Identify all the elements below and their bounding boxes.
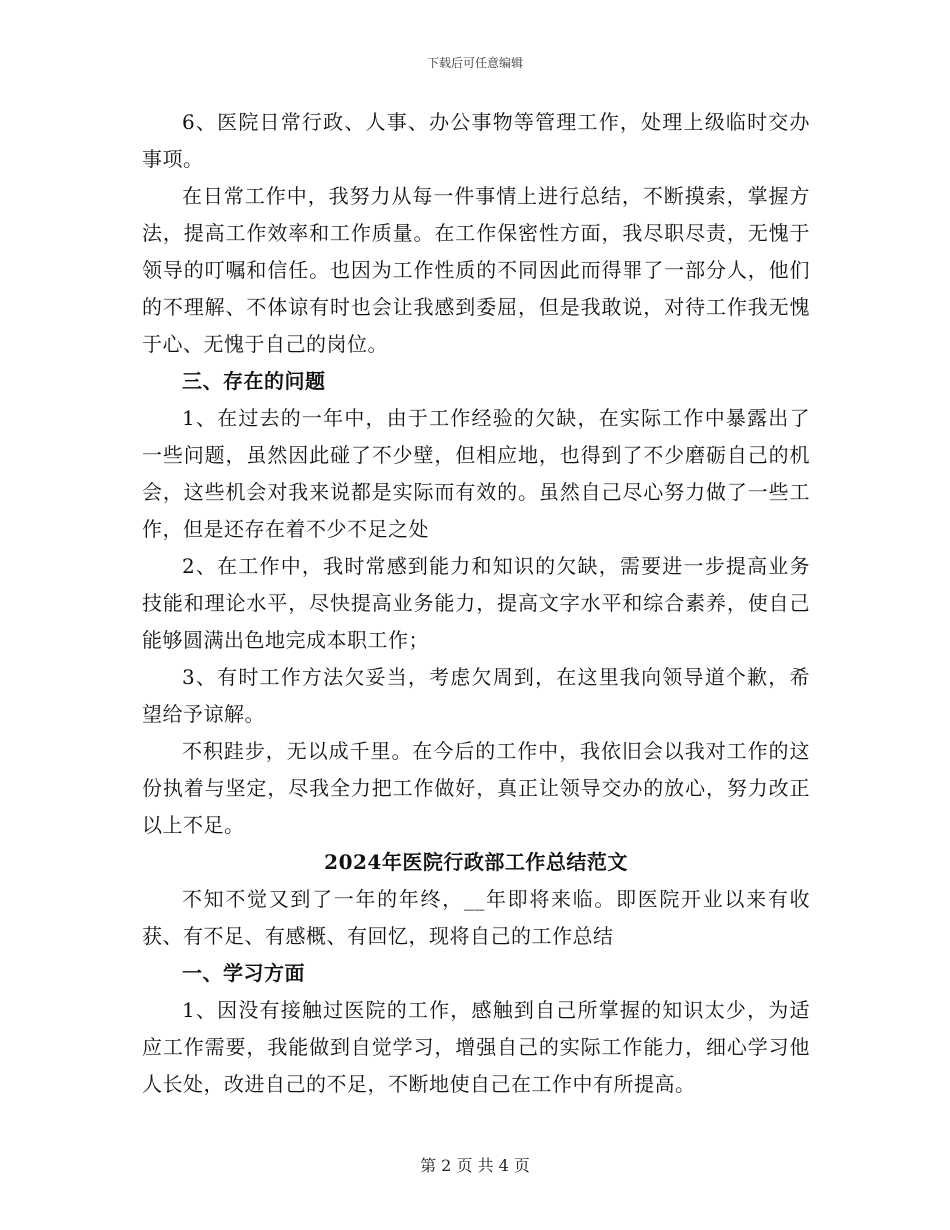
paragraph-item-6: 6、医院日常行政、人事、办公事物等管理工作，处理上级临时交办事项。	[142, 110, 810, 171]
paragraph-conclusion: 不积跬步，无以成千里。在今后的工作中，我依旧会以我对工作的这份执着与坚定，尽我全力把工作做好，真正让领导交办的放心，努力改正以上不足。	[142, 739, 810, 837]
paragraph-problem-2: 2、在工作中，我时常感到能力和知识的欠缺，需要进一步提高业务技能和理论水平，尽快提高业务能力，提高文字水平和综合素养，使自己能够圆满出色地完成本职工作；	[142, 554, 810, 652]
paragraph-problem-1: 1、在过去的一年中，由于工作经验的欠缺，在实际工作中暴露出了一些问题，虽然因此碰了不少壁，但相应地，也得到了不少磨砺自己的机会，这些机会对我来说都是实际而有效的。虽然自己尽心努力做了一些工作，但是还存在着不少不足之处	[142, 406, 810, 541]
page-number-footer: 第 2 页 共 4 页	[420, 1156, 530, 1175]
article-title: 2024年医院行政部工作总结范文	[324, 850, 628, 874]
section-heading-study: 一、学习方面	[182, 961, 305, 985]
paragraph-daily-work: 在日常工作中，我努力从每一件事情上进行总结，不断摸索，掌握方法，提高工作效率和工作质量。在工作保密性方面，我尽职尽责，无愧于领导的叮嘱和信任。也因为工作性质的不同因此而得罪了一部分人，他们的不理解、不体谅有时也会让我感到委屈，但是我敢说，对待工作我无愧于心、无愧于自己的岗位。	[142, 184, 810, 356]
paragraph-study-1: 1、因没有接触过医院的工作，感触到自己所掌握的知识太少，为适应工作需要，我能做到自觉学习，增强自己的实际工作能力，细心学习他人长处，改进自己的不足，不断地使自己在工作中有所提高。	[142, 998, 810, 1096]
paragraph-intro: 不知不觉又到了一年的年终，__年即将来临。即医院开业以来有收获、有不足、有感概、有回忆，现将自己的工作总结	[142, 887, 810, 948]
page-header-note: 下载后可任意编辑	[426, 56, 523, 70]
paragraph-problem-3: 3、有时工作方法欠妥当，考虑欠周到，在这里我向领导道个歉，希望给予谅解。	[142, 665, 810, 726]
section-heading-problems: 三、存在的问题	[182, 369, 326, 393]
document-body	[142, 104, 810, 1103]
